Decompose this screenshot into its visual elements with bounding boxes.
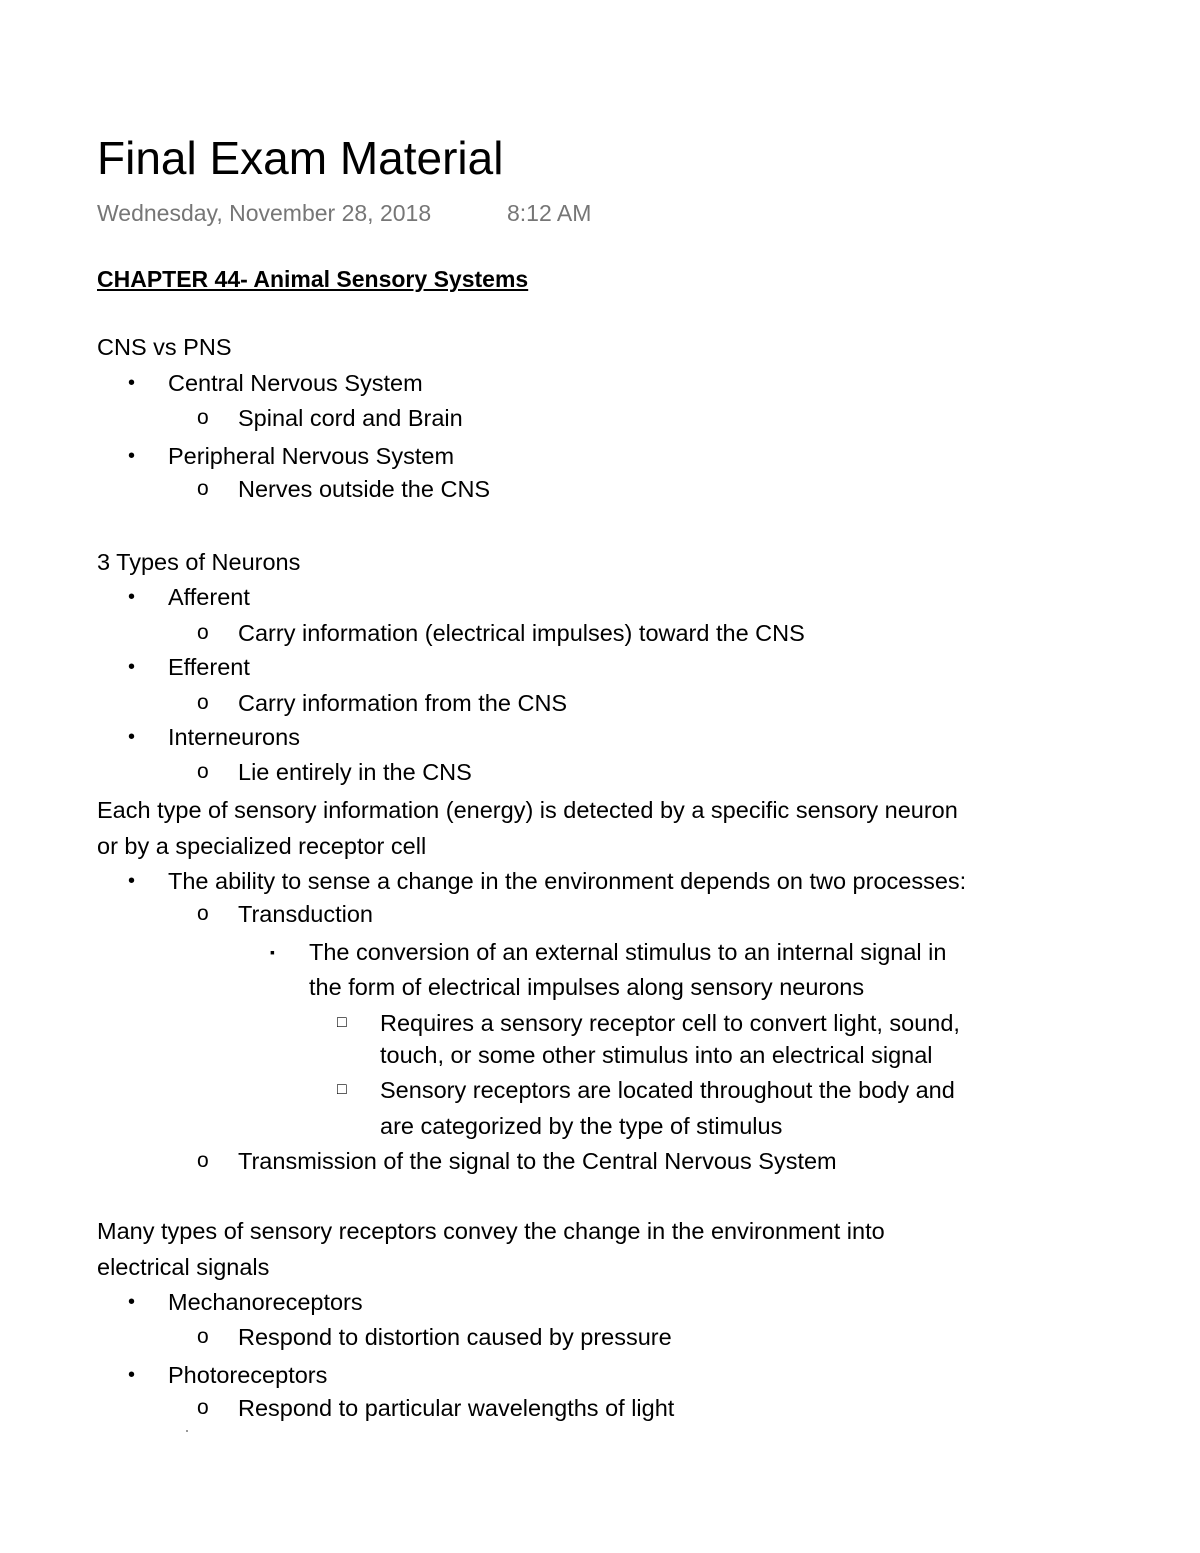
note-date: Wednesday, November 28, 2018 <box>97 200 432 226</box>
list-item: Respond to distortion caused by pressure <box>238 1324 672 1350</box>
bullet-icon: • <box>128 726 136 748</box>
list-item: Nerves outside the CNS <box>238 476 491 502</box>
paragraph-line: Each type of sensory information (energy) is detected by a specific sensory neuron <box>97 797 958 823</box>
bullet-icon: • <box>128 1291 136 1313</box>
paragraph-line: or by a specialized receptor cell <box>97 833 427 859</box>
list-item: Peripheral Nervous System <box>168 443 455 469</box>
bullet-icon: • <box>128 445 136 467</box>
circle-bullet-icon: o <box>197 1396 209 1419</box>
list-item-continuation: are categorized by the type of stimulus <box>380 1113 783 1139</box>
list-item: The conversion of an external stimulus to an internal signal in <box>309 939 947 965</box>
page-title: Final Exam Material <box>97 132 504 184</box>
list-item: Sensory receptors are located throughout the body and <box>380 1077 955 1103</box>
paragraph-line: electrical signals <box>97 1254 270 1280</box>
list-item: Transduction <box>238 901 373 927</box>
list-item: Carry information (electrical impulses) toward the CNS <box>238 620 805 646</box>
list-item: Efferent <box>168 654 250 680</box>
circle-bullet-icon: o <box>197 477 209 500</box>
bullet-icon: • <box>128 1364 136 1386</box>
list-item-continuation: touch, or some other stimulus into an electrical signal <box>380 1042 933 1068</box>
circle-bullet-icon: o <box>197 902 209 925</box>
circle-bullet-icon: o <box>197 621 209 644</box>
circle-bullet-icon: o <box>197 1325 209 1348</box>
list-item: Afferent <box>168 584 250 610</box>
circle-bullet-icon: o <box>197 406 209 429</box>
circle-bullet-icon: o <box>197 691 209 714</box>
note-timestamp <box>97 198 592 228</box>
bullet-icon: • <box>128 372 136 394</box>
bullet-icon: • <box>128 870 136 892</box>
list-item: Requires a sensory receptor cell to convert light, sound, <box>380 1010 960 1036</box>
paragraph-line: Many types of sensory receptors convey the change in the environment into <box>97 1218 885 1244</box>
box-bullet-icon: □ <box>337 1081 347 1098</box>
section-heading: CNS vs PNS <box>97 334 232 360</box>
stray-mark <box>186 1430 188 1432</box>
list-item: Respond to particular wavelengths of light <box>238 1395 675 1421</box>
bullet-icon: • <box>128 656 136 678</box>
section-heading: 3 Types of Neurons <box>97 549 301 575</box>
list-item: Carry information from the CNS <box>238 690 568 716</box>
list-item-continuation: the form of electrical impulses along sensory neurons <box>309 974 865 1000</box>
list-item: Lie entirely in the CNS <box>238 759 472 785</box>
box-bullet-icon: □ <box>337 1014 347 1031</box>
chapter-heading: CHAPTER 44- Animal Sensory Systems <box>97 266 529 292</box>
circle-bullet-icon: o <box>197 760 209 783</box>
list-item: Photoreceptors <box>168 1362 328 1388</box>
list-item: The ability to sense a change in the environment depends on two processes: <box>168 868 967 894</box>
list-item: Interneurons <box>168 724 300 750</box>
list-item: Spinal cord and Brain <box>238 405 463 431</box>
bullet-icon: • <box>128 586 136 608</box>
list-item: Central Nervous System <box>168 370 423 396</box>
list-item: Transmission of the signal to the Central Nervous System <box>238 1148 837 1174</box>
square-bullet-icon: ▪ <box>270 944 275 960</box>
list-item: Mechanoreceptors <box>168 1289 363 1315</box>
circle-bullet-icon: o <box>197 1149 209 1172</box>
note-time: 8:12 AM <box>507 200 592 226</box>
